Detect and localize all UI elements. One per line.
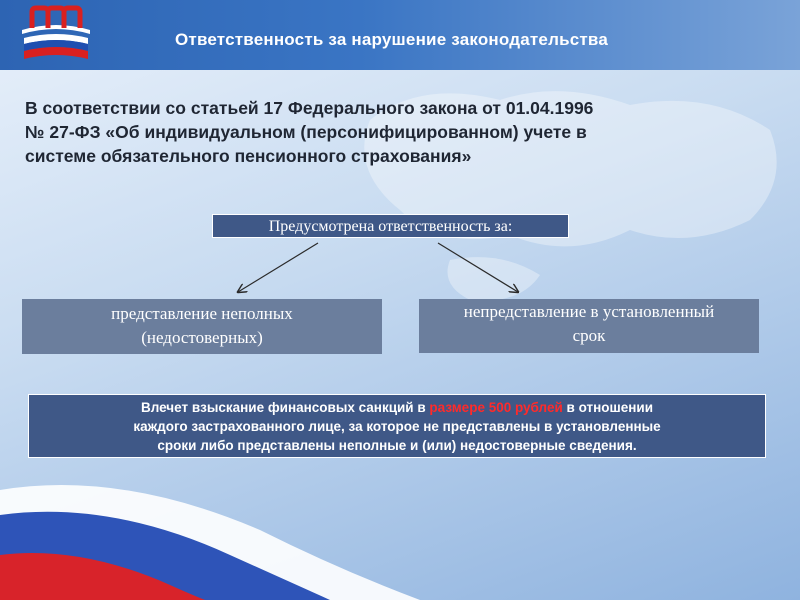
sanction-box: [28, 394, 766, 458]
provision-label: Предусмотрена ответственность за:: [212, 214, 569, 238]
option-line: непредставление в установленный: [463, 302, 715, 321]
sanction-line: каждого застрахованного лице, за которое не представлены в установленные: [133, 419, 661, 434]
sanction-line: сроки либо представлены неполные и (или) недостоверные сведения.: [157, 438, 637, 453]
page-title: Ответственность за нарушение законодательства: [175, 30, 608, 49]
option-line: (недостоверных): [141, 328, 263, 347]
intro-text: [25, 96, 765, 168]
intro-line: № 27-ФЗ «Об индивидуальном (персонифицированном) учете в: [25, 122, 587, 142]
russian-flag-wave-icon: [0, 470, 800, 600]
sanction-text: Влечет взыскание финансовых санкций в: [140, 400, 430, 415]
sanction-amount: размере 500 рублей: [429, 400, 563, 415]
option-line: срок: [572, 326, 606, 345]
intro-line: системе обязательного пенсионного страхования»: [25, 146, 472, 166]
option-not-submitted: [419, 299, 759, 353]
sanction-text: в отношении: [562, 400, 654, 415]
sanction-line: [29, 398, 765, 417]
option-line: представление неполных: [111, 304, 293, 323]
pfr-logo-icon: [18, 4, 94, 64]
arrow-left-icon: [238, 243, 318, 292]
intro-line: В соответствии со статьей 17 Федерального закона от 01.04.1996: [25, 98, 594, 118]
option-incomplete: [22, 299, 382, 354]
